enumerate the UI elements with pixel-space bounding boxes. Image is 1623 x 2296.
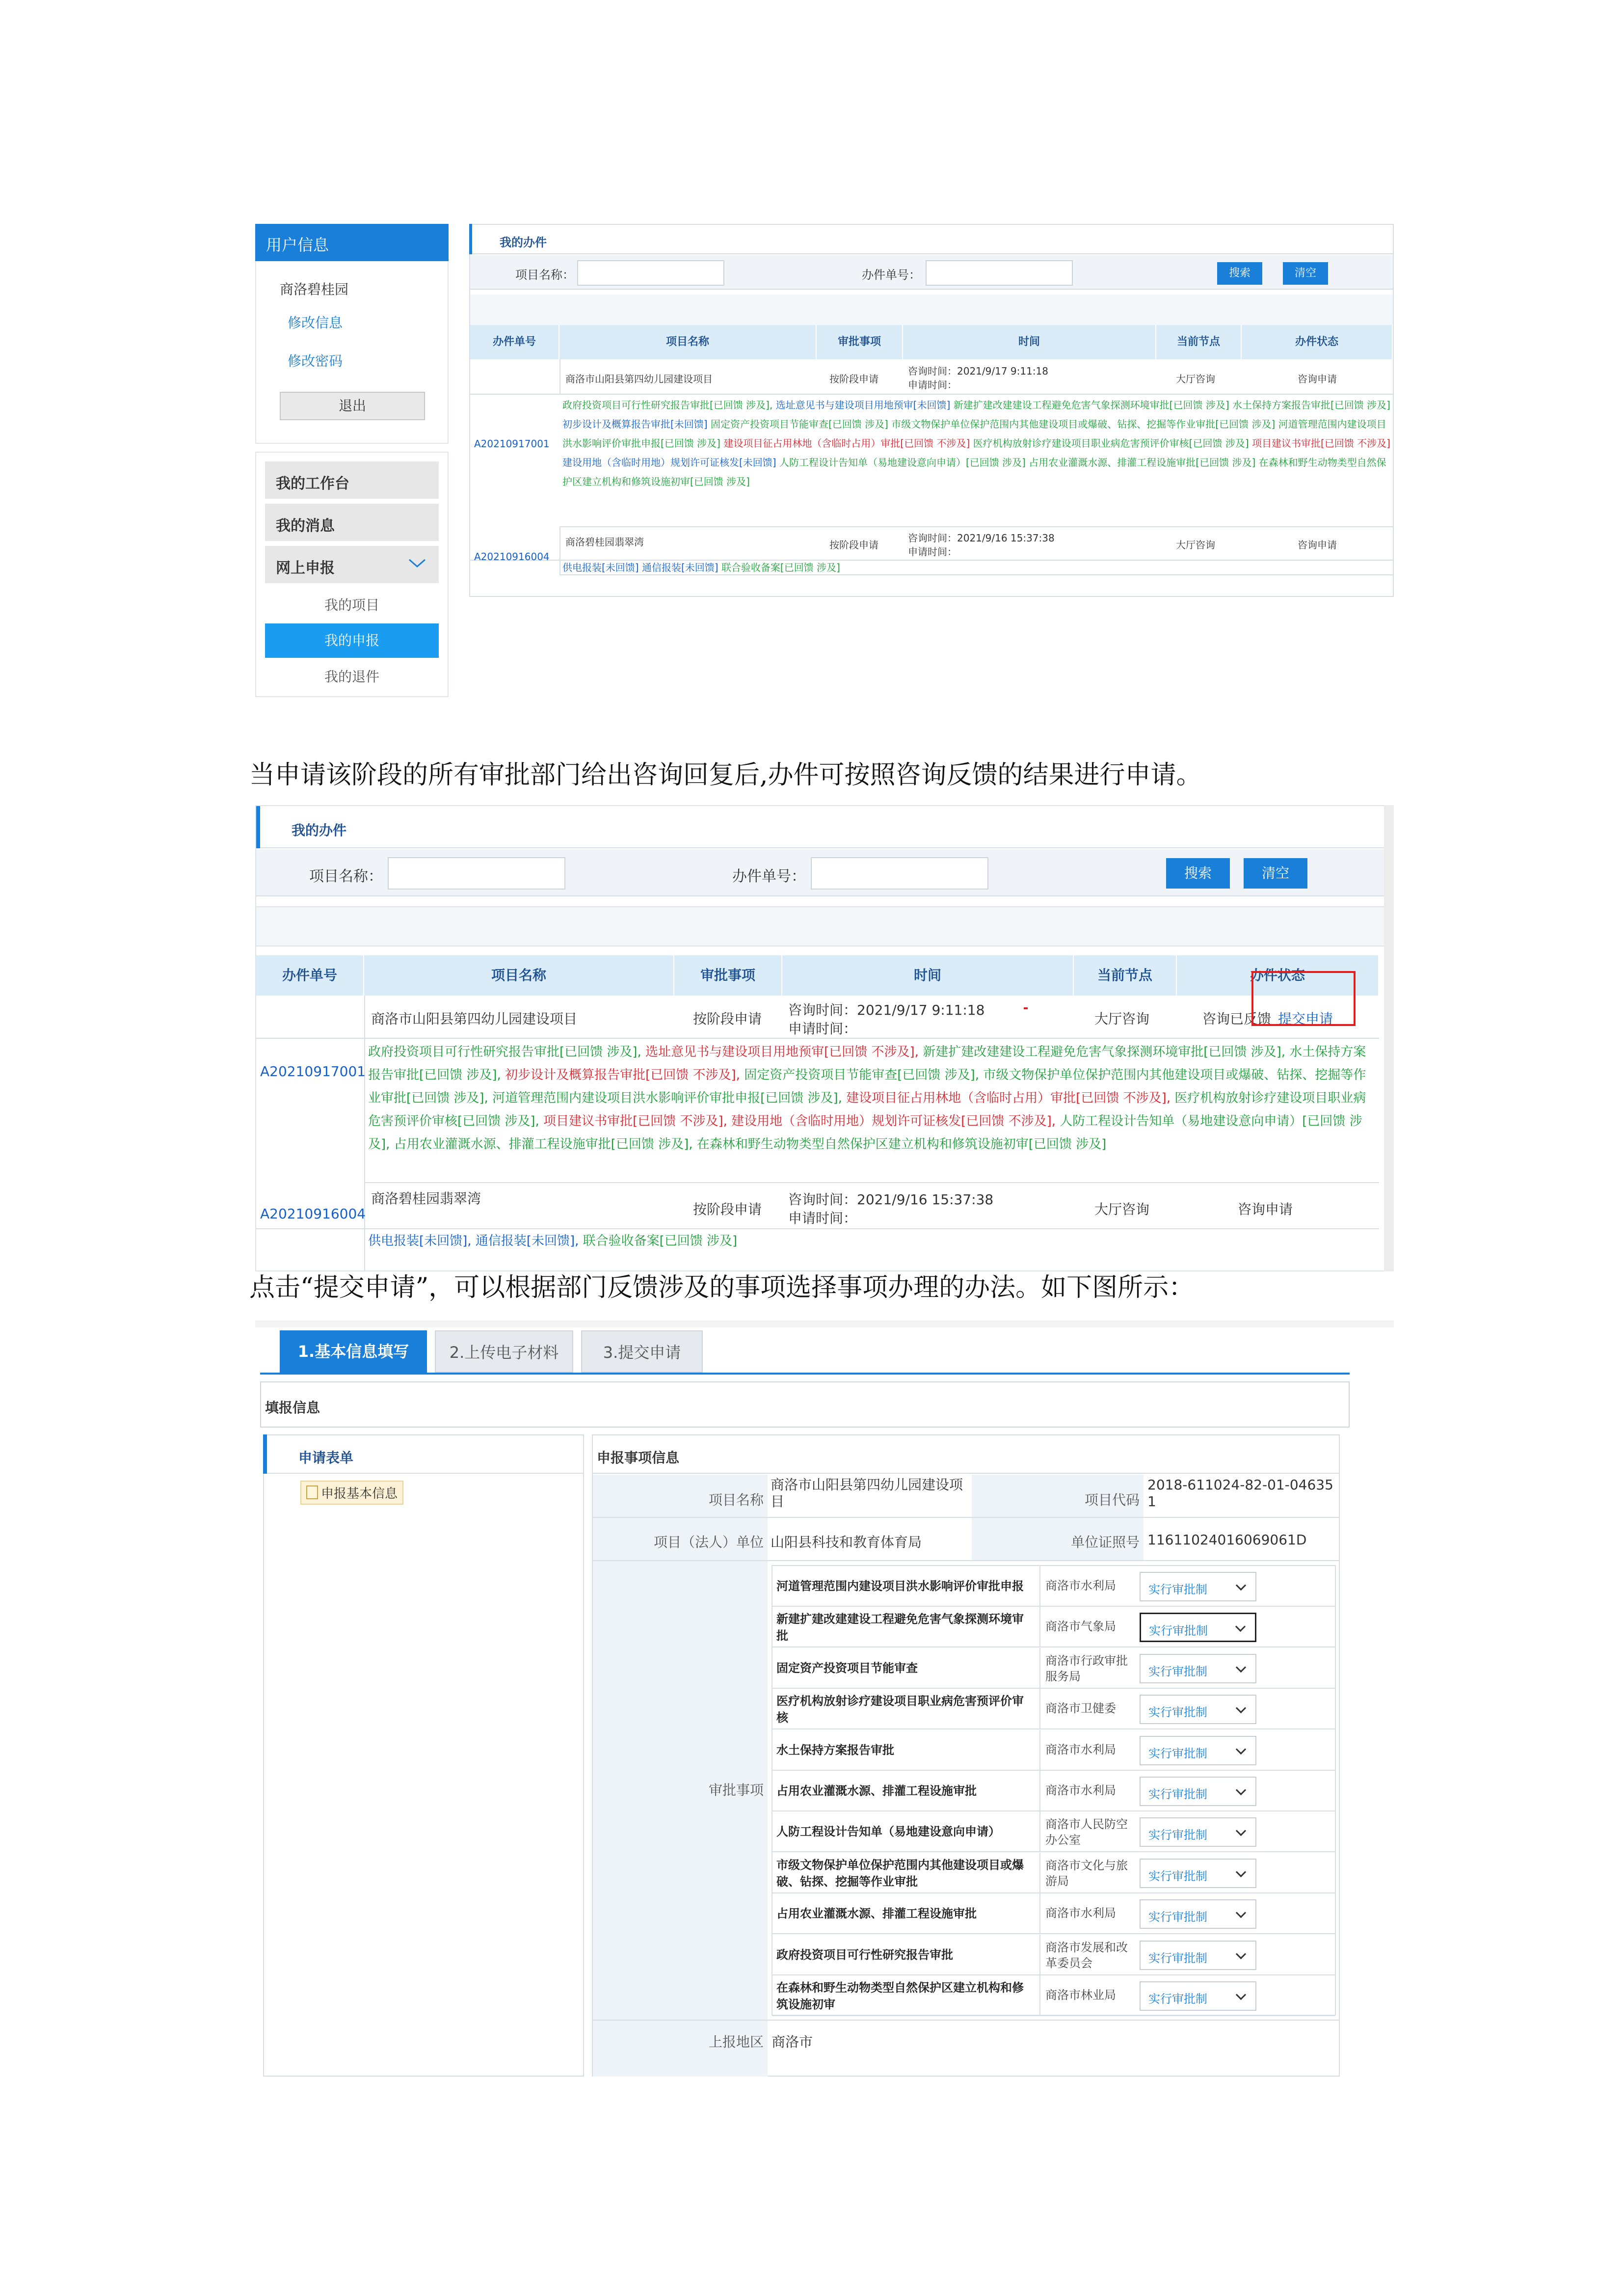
column-header-status: 办件状态	[1177, 955, 1379, 996]
apply-time: 申请时间：	[788, 1021, 857, 1037]
approval-item-name: 新建扩建改建建设工程避免危害气象探测环境审批	[776, 1612, 1024, 1643]
row-divider	[593, 1517, 1339, 1518]
col-divider	[1039, 1975, 1040, 2016]
row-divider	[593, 2020, 1339, 2021]
approval-item-name: 水土保持方案报告审批	[776, 1743, 894, 1757]
approval-mode-select[interactable]: 实行审批制	[1140, 1859, 1256, 1888]
approval-mode-select[interactable]: 实行审批制	[1140, 1613, 1256, 1642]
approval-cell: 按阶段申请	[693, 1201, 762, 1217]
tree-node-basic-info[interactable]: 申报基本信息	[300, 1481, 403, 1505]
col-divider	[364, 1228, 365, 1271]
column-header-approval: 审批事项	[817, 325, 903, 359]
col-divider	[1039, 1689, 1040, 1729]
case-no-link[interactable]: A20210917001	[474, 438, 550, 450]
approval-mode-select[interactable]: 实行审批制	[1140, 1736, 1256, 1765]
case-no-label: 办件单号：	[732, 868, 806, 885]
approval-mode-select[interactable]: 实行审批制	[1140, 1899, 1256, 1929]
approval-item-row	[772, 1771, 1335, 1811]
approval-item-name: 固定资产投资项目节能审查	[776, 1661, 918, 1675]
column-header-project: 项目名称	[364, 955, 674, 996]
sidebar-item-my-projects[interactable]: 我的项目	[324, 597, 379, 613]
project-name-cell: 商洛市山阳县第四幼儿园建设项目	[371, 1011, 578, 1027]
scrollbar[interactable]	[1384, 805, 1394, 1271]
approval-item-name: 市级文物保护单位保护范围内其他建设项目或爆破、钻探、挖掘等作业审批	[776, 1858, 1024, 1889]
username: 商洛碧桂园	[280, 281, 349, 297]
feedback-segment: 项目建议书审批[已回馈 不涉及]	[1251, 437, 1390, 449]
approval-mode-select[interactable]: 实行审批制	[1140, 1654, 1256, 1683]
project-name-cell: 商洛市山阳县第四幼儿园建设项目	[565, 373, 713, 385]
node-cell: 大厅咨询	[1176, 539, 1215, 551]
col-divider	[1039, 1771, 1040, 1811]
feedback-segment: 固定资产投资项目节能审查[已回馈 涉及], 市级文物保护单位保护范围内其他建设项目或爆破、钻探、挖掘等作业审批[已回馈 涉及], 河道管理范围内建设项目洪水影响评价审批申报[已回馈 涉及],	[368, 1068, 1366, 1106]
sidebar-item-workbench[interactable]: 我的工作台	[265, 461, 439, 499]
approval-cell: 按阶段申请	[829, 373, 878, 385]
instruction-text-1: 当申请该阶段的所有审批部门给出咨询回复后,办件可按照咨询反馈的结果进行申请。	[249, 760, 1202, 790]
feedback-segment: 政府投资项目可行性研究报告审批[已回馈 涉及],	[368, 1045, 646, 1059]
project-code-value: 2018-611024-82-01-046351	[1147, 1477, 1333, 1510]
sidebar-item-online-report[interactable]	[265, 546, 439, 583]
project-name-input[interactable]	[577, 260, 724, 286]
column-header-time: 时间	[903, 325, 1156, 359]
fill-info-header: 填报信息	[260, 1381, 1350, 1428]
cert-label: 单位证照号	[972, 1518, 1144, 1560]
approval-item-dept: 商洛市水利局	[1045, 1579, 1116, 1593]
region-value: 商洛市	[772, 2034, 813, 2050]
highlight-box	[1251, 971, 1356, 1026]
form-tree-header: 申请表单	[263, 1434, 584, 1474]
col-divider	[364, 996, 365, 1038]
col-divider	[1039, 1730, 1040, 1771]
col-divider	[1039, 1853, 1040, 1893]
approval-item-dept: 商洛市水利局	[1045, 1743, 1116, 1756]
sidebar-item-messages[interactable]: 我的消息	[265, 504, 439, 541]
node-cell: 大厅咨询	[1094, 1011, 1150, 1027]
feedback-detail	[368, 1232, 1374, 1250]
approval-mode-select[interactable]: 实行审批制	[1140, 1572, 1256, 1601]
red-dot-mark	[1024, 1007, 1028, 1009]
case-no-input[interactable]	[811, 857, 988, 890]
my-cases-screenshot-2	[255, 805, 1394, 1271]
column-header-node: 当前节点	[1156, 325, 1242, 359]
feedback-detail	[562, 562, 1391, 573]
column-header-case-no: 办件单号	[470, 325, 559, 359]
consult-time: 咨询时间：2021/9/17 9:11:18	[788, 1002, 985, 1018]
feedback-segment: 联合验收备案[已回馈 涉及]	[583, 1234, 738, 1248]
approval-item-dept: 商洛市卫健委	[1045, 1702, 1116, 1715]
sidebar-item-my-reports[interactable]: 我的申报	[265, 623, 439, 658]
approval-item-dept: 商洛市发展和改革委员会	[1045, 1941, 1128, 1970]
instruction-text-2: 点击“提交申请”，可以根据部门反馈涉及的事项选择事项办理的办法。如下图所示：	[249, 1273, 1195, 1302]
status-cell: 咨询已反馈	[1202, 1011, 1272, 1027]
approval-item-name: 医疗机构放射诊疗建设项目职业病危害预评价审核	[776, 1694, 1024, 1725]
feedback-segment: 建设项目征占用林地（含临时占用）审批[已回馈 不涉及],	[846, 1091, 1175, 1106]
feedback-segment: 选址意见书与建设项目用地预审[未回馈]	[775, 399, 954, 411]
col-divider	[1039, 1648, 1040, 1689]
unit-label: 项目（法人）单位	[593, 1518, 768, 1560]
approval-items-list	[772, 1565, 1336, 2016]
submit-application-link[interactable]: 提交申请	[1278, 1011, 1333, 1027]
spacer-row	[470, 295, 1393, 325]
approval-item-row	[772, 1811, 1335, 1852]
feedback-segment: 新建扩建改建建设工程避免危害气象探测环境审批[已回馈 涉及] 水土保持方案报告审批[已回馈 涉及]	[953, 399, 1390, 411]
approval-item-dept: 商洛市林业局	[1045, 1988, 1116, 2002]
tab-underline	[260, 1373, 1350, 1375]
approval-item-row	[772, 1566, 1335, 1607]
case-no-input[interactable]	[926, 260, 1073, 286]
consult-time: 咨询时间：2021/9/16 15:37:38	[908, 532, 1055, 544]
approval-item-row	[772, 1893, 1335, 1934]
approval-item-row	[772, 1689, 1335, 1729]
consult-time: 咨询时间：2021/9/16 15:37:38	[788, 1191, 994, 1208]
col-divider	[1039, 1893, 1040, 1934]
approval-item-name: 人防工程设计告知单（易地建设意向申请）	[776, 1825, 1000, 1838]
clear-button[interactable]: 清空	[1244, 858, 1307, 889]
feedback-segment: 医疗机构放射诊疗建设项目职业病危害预评价审核[已回馈 涉及],	[368, 1091, 1366, 1129]
approval-cell: 按阶段申请	[693, 1011, 762, 1027]
unit-value: 山阳县科技和教育体育局	[771, 1534, 922, 1550]
project-code-label: 项目代码	[972, 1475, 1144, 1517]
project-name-input[interactable]	[388, 857, 565, 890]
approval-item-name: 占用农业灌溉水源、排灌工程设施审批	[776, 1784, 977, 1798]
approval-item-dept: 商洛市人民防空办公室	[1045, 1817, 1128, 1847]
col-divider	[364, 1038, 365, 1182]
search-button[interactable]: 搜索	[1217, 262, 1262, 285]
column-header-node: 当前节点	[1074, 955, 1177, 996]
apply-time: 申请时间：	[908, 379, 957, 391]
column-header-time: 时间	[782, 955, 1074, 996]
node-cell: 大厅咨询	[1094, 1201, 1150, 1217]
consult-time: 咨询时间：2021/9/17 9:11:18	[908, 365, 1049, 377]
row-divider	[256, 1228, 1379, 1229]
approval-mode-select[interactable]: 实行审批制	[1140, 1777, 1256, 1806]
approval-item-name: 占用农业灌溉水源、排灌工程设施审批	[776, 1907, 977, 1920]
approval-item-row	[772, 1853, 1335, 1893]
cert-value: 11611024016069061D	[1147, 1532, 1307, 1548]
row-divider	[559, 526, 1393, 527]
feedback-segment: 人防工程设计告知单（易地建设意向申请）[已回馈 涉及] 占用农业灌溉水源、排灌工程设施审批[已回馈 涉及] 在森林和野生动物类型自然保护区建立机构和修筑设施初审[已回馈 涉及]	[562, 457, 1386, 487]
column-header-case-no: 办件单号	[256, 955, 364, 996]
approval-item-dept: 商洛市行政审批服务局	[1045, 1654, 1128, 1683]
project-name-value: 商洛市山阳县第四幼儿园建设项目	[771, 1477, 963, 1510]
feedback-segment: 联合验收备案[已回馈 涉及]	[721, 562, 840, 573]
column-header-status: 办件状态	[1242, 325, 1393, 359]
approval-item-dept: 商洛市气象局	[1045, 1620, 1116, 1633]
col-divider	[1039, 1607, 1040, 1648]
case-no-link[interactable]: A20210916004	[260, 1206, 366, 1222]
column-header-project: 项目名称	[559, 325, 817, 359]
feedback-segment: 医疗机构放射诊疗建设项目职业病危害预评价审核[已回馈 涉及]	[973, 437, 1252, 449]
search-button[interactable]: 搜索	[1166, 858, 1230, 889]
approval-item-dept: 商洛市文化与旅游局	[1045, 1859, 1128, 1888]
feedback-segment: 项目建议书审批[已回馈 不涉及], 建设用地（含临时用地）规划许可证核发[已回馈 不涉及],	[543, 1114, 1060, 1129]
feedback-segment: 建设用地（含临时用地）规划许可证核发[未回馈]	[562, 457, 779, 468]
case-no-link[interactable]: A20210917001	[260, 1063, 366, 1080]
approval-item-row	[772, 1975, 1335, 2016]
approval-item-dept: 商洛市水利局	[1045, 1783, 1116, 1797]
panel-title: 我的办件	[256, 806, 1385, 848]
approval-mode-select[interactable]: 实行审批制	[1140, 1817, 1256, 1847]
approval-mode-select[interactable]: 实行审批制	[1140, 1981, 1256, 2011]
user-info-header: 用户信息	[255, 224, 449, 261]
project-name-label: 项目名称：	[515, 268, 574, 282]
status-cell: 咨询申请	[1238, 1201, 1293, 1217]
approval-item-row	[772, 1935, 1335, 1975]
approval-item-row	[772, 1730, 1335, 1771]
approval-item-row	[772, 1648, 1335, 1689]
application-form-screenshot	[255, 1321, 1394, 2077]
approval-items-label: 审批事项	[593, 1561, 768, 2020]
clear-button[interactable]: 清空	[1283, 262, 1328, 285]
row-divider	[470, 394, 1393, 395]
approval-item-name: 政府投资项目可行性研究报告审批	[776, 1948, 953, 1962]
feedback-segment: 新建扩建改建建设工程避免危害气象探测环境审批[已回馈 涉及], 水土保持方案报告审批[已回馈 涉及],	[368, 1045, 1366, 1082]
status-cell: 咨询申请	[1298, 539, 1337, 551]
approval-item-name: 河道管理范围内建设项目洪水影响评价审批申报	[776, 1579, 1024, 1593]
apply-time: 申请时间：	[908, 546, 957, 558]
edit-info-link[interactable]: 修改信息	[288, 315, 343, 331]
change-password-link[interactable]: 修改密码	[288, 353, 343, 369]
feedback-segment: 人防工程设计告知单（易地建设意向申请）[已回馈 涉及], 占用农业灌溉水源、排灌工程设施审批[已回馈 涉及], 在森林和野生动物类型自然保护区建立机构和修筑设施初审[已回馈 涉及]	[368, 1114, 1362, 1152]
col-divider	[1039, 1566, 1040, 1607]
feedback-detail	[562, 396, 1391, 491]
logout-button[interactable]: 退出	[280, 392, 425, 420]
feedback-segment: 选址意见书与建设项目用地预审[已回馈 不涉及],	[645, 1045, 923, 1059]
node-cell: 大厅咨询	[1176, 373, 1215, 385]
tab-upload-materials[interactable]: 2.上传电子材料	[435, 1330, 573, 1373]
col-divider	[559, 526, 560, 574]
tab-basic-info[interactable]: 1.基本信息填写	[280, 1330, 427, 1373]
form-tree-panel	[263, 1434, 584, 2077]
case-no-link[interactable]: A20210916004	[474, 551, 550, 563]
feedback-segment: 供电报装[未回馈] 通信报装[未回馈]	[562, 562, 721, 573]
approval-mode-select[interactable]: 实行审批制	[1140, 1695, 1256, 1724]
row-divider	[470, 560, 1393, 561]
sidebar-item-my-returns[interactable]: 我的退件	[324, 669, 379, 685]
sidebar-item-label: 网上申报	[276, 560, 335, 577]
case-no-label: 办件单号：	[862, 268, 921, 282]
col-divider	[1039, 1935, 1040, 1975]
row-divider	[256, 1038, 1379, 1039]
feedback-segment: 初步设计及概算报告审批[未回馈]	[562, 418, 711, 430]
approval-cell: 按阶段申请	[829, 539, 878, 551]
cropped-toolbar-strip	[255, 1321, 1394, 1327]
region-label: 上报地区	[593, 2021, 768, 2077]
apply-time: 申请时间：	[788, 1210, 857, 1226]
approval-item-name: 在森林和野生动物类型自然保护区建立机构和修筑设施初审	[776, 1981, 1024, 2011]
approval-item-row	[772, 1607, 1335, 1648]
feedback-detail	[368, 1041, 1374, 1156]
project-name-cell: 商洛碧桂园翡翠湾	[371, 1190, 481, 1207]
row-divider	[593, 1560, 1339, 1561]
feedback-segment: 供电报装[未回馈], 通信报装[未回馈],	[368, 1234, 583, 1248]
approval-mode-select[interactable]: 实行审批制	[1140, 1941, 1256, 1970]
feedback-segment: 固定资产投资项目节能审查[已回馈 涉及] 市级文物保护单位保护范围内其他建设项目或爆破、钻探、挖掘等作业审批[已回馈 涉及] 河道管理范围内建设项目洪水影响评价审批申报[已回馈 涉及]	[562, 418, 1386, 449]
feedback-segment: 初步设计及概算报告审批[已回馈 不涉及],	[505, 1068, 745, 1082]
project-name-cell: 商洛碧桂园翡翠湾	[565, 536, 644, 548]
col-divider	[1039, 1811, 1040, 1852]
feedback-segment: 政府投资项目可行性研究报告审批[已回馈 涉及],	[562, 399, 776, 411]
tab-submit[interactable]: 3.提交申请	[581, 1330, 703, 1373]
row-divider	[364, 1182, 1379, 1183]
feedback-segment: 建设项目征占用林地（含临时占用）审批[已回馈 不涉及]	[723, 437, 973, 449]
approval-info-header: 申报事项信息	[592, 1434, 1340, 1474]
project-name-label: 项目名称：	[309, 868, 383, 885]
approval-item-dept: 商洛市水利局	[1045, 1906, 1116, 1920]
project-name-label: 项目名称	[593, 1475, 768, 1517]
my-cases-screenshot-1	[255, 221, 1394, 697]
panel-title: 我的办件	[469, 224, 1394, 254]
chevron-down-icon	[407, 557, 427, 569]
spacer-row	[256, 906, 1385, 946]
column-header-approval: 审批事项	[674, 955, 782, 996]
row-divider	[559, 574, 1393, 575]
status-cell: 咨询申请	[1298, 373, 1337, 385]
col-divider	[559, 359, 560, 394]
